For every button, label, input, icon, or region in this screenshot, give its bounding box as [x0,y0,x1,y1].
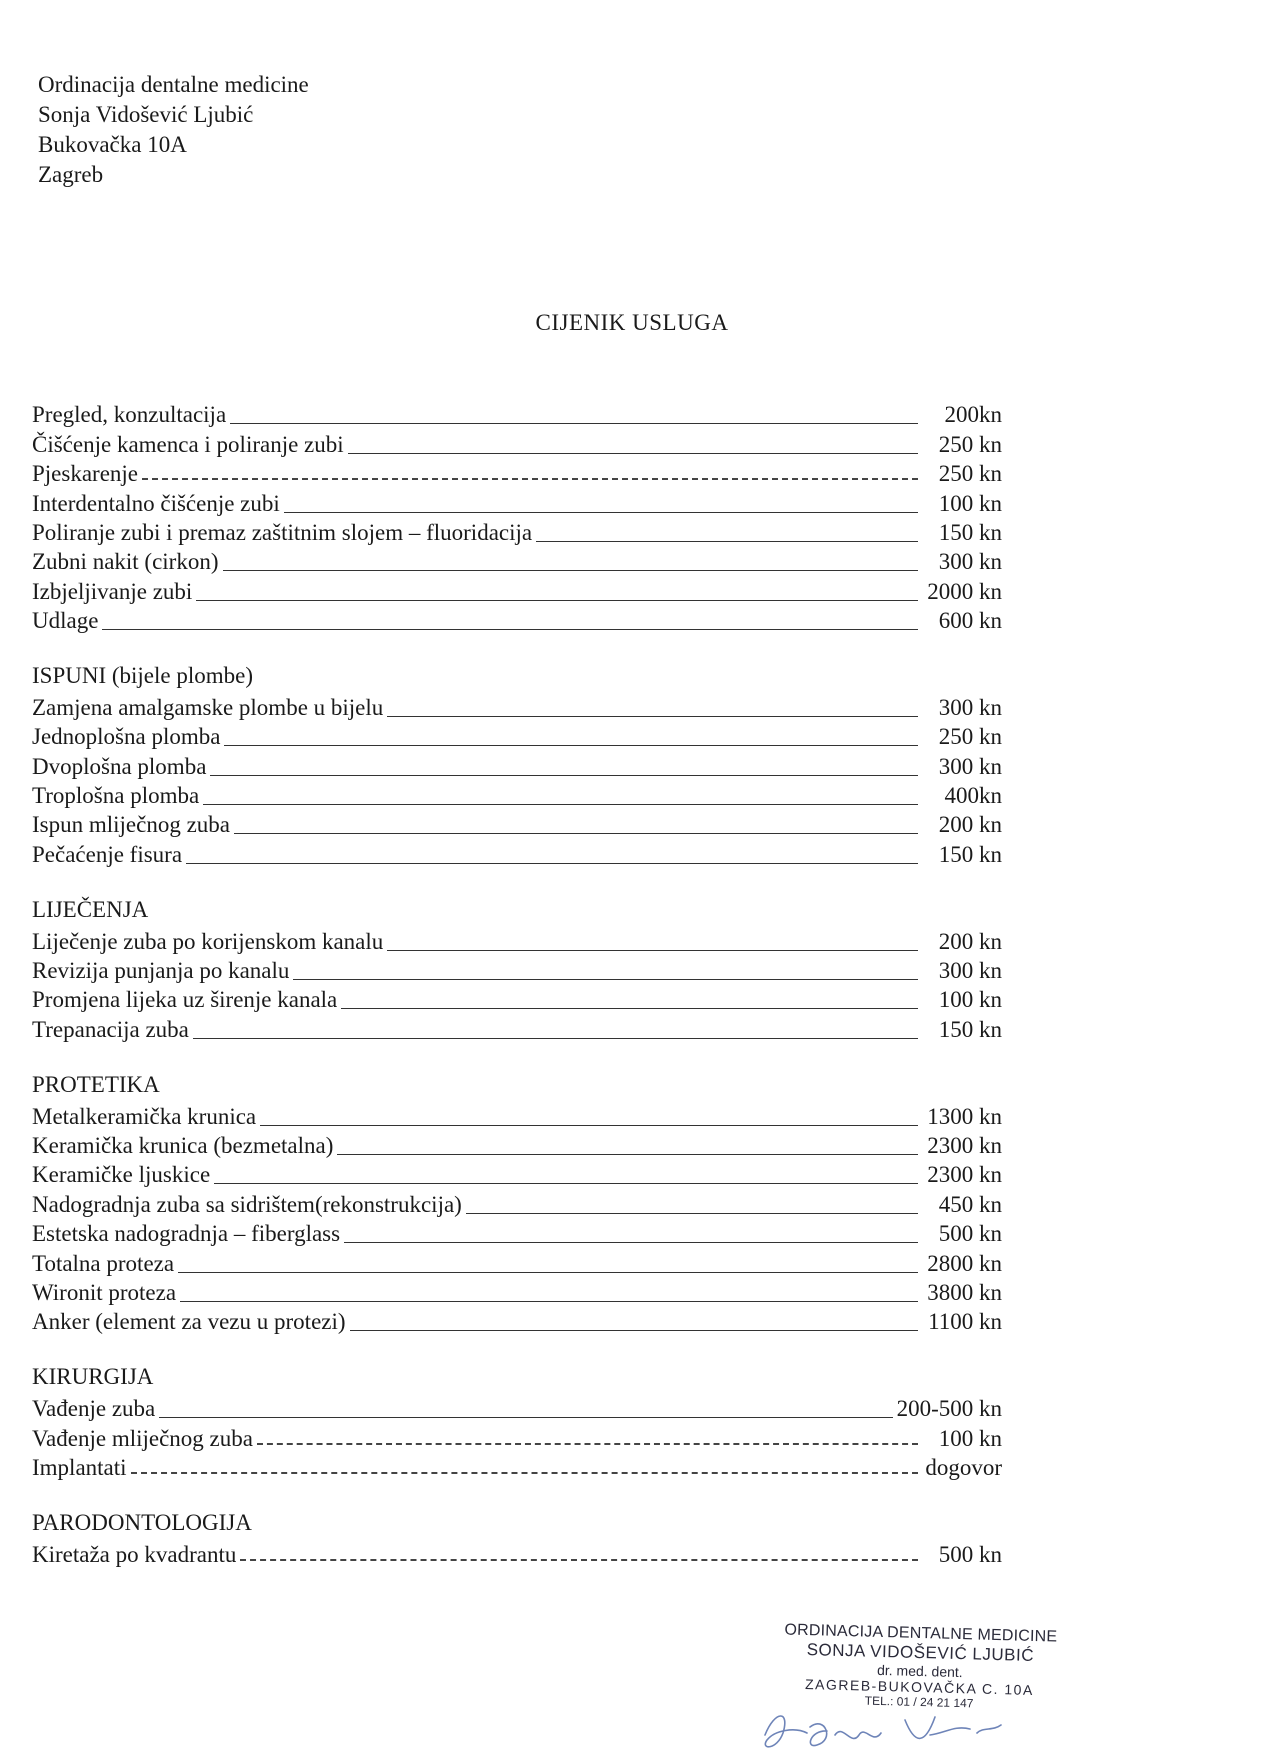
price-list [32,398,1002,1595]
price-row [32,427,1002,456]
service-price: 100 kn [938,1425,1002,1451]
service-name: Wironit proteza [32,1279,177,1305]
price-row [32,545,1002,574]
service-name: Keramička krunica (bezmetalna) [32,1132,334,1158]
leader-line [142,478,918,480]
leader-line [387,950,918,951]
section-heading: KIRURGIJA [32,1364,154,1390]
handwritten-signature [755,1705,1015,1755]
service-name: Trepanacija zuba [32,1016,189,1042]
street-address: Bukovačka 10A [38,132,187,157]
leader-line [203,804,918,805]
leader-line [337,1154,918,1155]
price-row [32,924,1002,953]
leader-line [180,1301,918,1302]
leader-line [348,453,918,454]
service-price: 500 kn [938,1541,1002,1567]
section-heading: ISPUNI (bijele plombe) [32,663,254,689]
price-row [32,749,1002,778]
service-price: 250 kn [938,431,1002,457]
city: Zagreb [38,162,104,187]
stamp-address: ZAGREB-BUKOVAČKA C. 10A [804,1676,1035,1698]
service-price: 300 kn [938,753,1002,779]
price-row [32,1012,1002,1041]
leader-line [131,1472,918,1474]
price-row [32,1099,1002,1128]
service-price: 3800 kn [927,1279,1002,1305]
leader-line [350,1330,918,1331]
leader-line [536,541,918,542]
price-row [32,1187,1002,1216]
price-row [32,1246,1002,1275]
price-row [32,398,1002,427]
stamp-phone: TEL.: 01 / 24 21 147 [864,1693,974,1711]
price-row [32,1451,1002,1480]
price-row [32,1392,1002,1421]
price-section [32,1070,1002,1335]
clinic-address-block [38,70,309,190]
price-row [32,720,1002,749]
price-section [32,661,1002,867]
service-price: 250 kn [938,724,1002,750]
service-name: Interdentalno čišćenje zubi [32,490,280,516]
leader-line [210,775,918,776]
service-name: Estetska nadogradnja – fiberglass [32,1221,341,1247]
service-name: Totalna proteza [32,1250,175,1276]
leader-line [223,570,918,571]
service-name: Čišćenje kamenca i poliranje zubi [32,431,344,457]
section-heading: PROTETIKA [32,1071,160,1097]
leader-line [466,1213,918,1214]
service-name: Troplošna plomba [32,783,200,809]
service-name: Zamjena amalgamske plombe u bijelu [32,694,384,720]
leader-line [196,600,918,601]
leader-line [240,1559,918,1561]
stamp-doctor-name: SONJA VIDOŠEVIĆ LJUBIĆ [806,1640,1035,1665]
service-name: Jednoplošna plomba [32,724,221,750]
service-price: 300 kn [938,694,1002,720]
service-price: 450 kn [938,1191,1002,1217]
service-name: Revizija punjanja po kanalu [32,958,290,984]
service-price: 300 kn [938,549,1002,575]
service-price: 300 kn [938,958,1002,984]
service-price: 600 kn [938,608,1002,634]
service-name: Promjena lijeka uz širenje kanala [32,987,338,1013]
price-row [32,604,1002,633]
service-name: Izbjeljivanje zubi [32,578,193,604]
service-name: Anker (element za vezu u protezi) [32,1309,346,1335]
leader-line [293,979,918,980]
service-name: Nadogradnja zuba sa sidrištem(rekonstrukcija) [32,1191,462,1217]
leader-line [284,512,918,513]
service-price: 2000 kn [927,578,1002,604]
service-price: 150 kn [938,1016,1002,1042]
service-price: 500 kn [938,1221,1002,1247]
service-name: Liječenje zuba po korijenskom kanalu [32,928,384,954]
stamp-title: dr. med. dent. [876,1661,963,1681]
price-row [32,457,1002,486]
service-price: 200 kn [938,928,1002,954]
price-row [32,1305,1002,1334]
price-row [32,779,1002,808]
leader-line [102,629,918,630]
service-price: 1300 kn [927,1103,1002,1129]
price-row [32,1537,1002,1566]
service-name: Vađenje mliječnog zuba [32,1425,253,1451]
document-title: CIJENIK USLUGA [535,310,729,335]
price-row [32,1276,1002,1305]
service-price: 200-500 kn [896,1396,1002,1422]
price-row [32,954,1002,983]
price-row [32,1158,1002,1187]
service-name: Ispun mliječnog zuba [32,812,231,838]
leader-line [344,1242,918,1243]
service-name: Vađenje zuba [32,1396,156,1422]
price-row [32,516,1002,545]
price-section [32,895,1002,1042]
service-price: 2300 kn [927,1162,1002,1188]
service-name: Pjeskarenje [32,461,139,487]
service-name: Pregled, konzultacija [32,402,227,428]
leader-line [186,863,918,864]
service-name: Poliranje zubi i premaz zaštitnim slojem – fluoridacija [32,519,533,545]
price-row [32,1217,1002,1246]
service-price: 200kn [944,402,1002,428]
price-row [32,574,1002,603]
service-name: Dvoplošna plomba [32,753,207,779]
price-row [32,1129,1002,1158]
service-price: 100 kn [938,490,1002,516]
leader-line [341,1008,918,1009]
stamp-clinic-name: ORDINACIJA DENTALNE MEDICINE [784,1621,1058,1646]
price-section [32,1362,1002,1480]
price-row [32,837,1002,866]
leader-line [234,833,918,834]
price-row [32,1421,1002,1450]
price-row [32,486,1002,515]
service-price: 150 kn [938,841,1002,867]
leader-line [224,745,918,746]
service-name: Zubni nakit (cirkon) [32,549,219,575]
service-price: 1100 kn [928,1309,1002,1335]
leader-line [260,1125,918,1126]
service-name: Kiretaža po kvadrantu [32,1541,237,1567]
signature-stroke [765,1716,1001,1747]
price-row [32,691,1002,720]
leader-line [257,1443,918,1445]
service-name: Implantati [32,1454,127,1480]
leader-line [193,1038,918,1039]
service-name: Metalkeramička krunica [32,1103,257,1129]
section-heading: LIJEČENJA [32,896,149,922]
leader-line [214,1183,918,1184]
clinic-stamp [769,1621,1071,1713]
leader-line [387,716,918,717]
service-price: 150 kn [938,519,1002,545]
service-price: 400kn [944,783,1002,809]
service-name: Pečaćenje fisura [32,841,183,867]
doctor-name: Sonja Vidošević Ljubić [38,102,254,127]
leader-line [230,423,918,424]
service-price: dogovor [925,1454,1002,1480]
service-price: 200 kn [938,812,1002,838]
price-section [32,1508,1002,1567]
leader-line [159,1417,892,1418]
service-price: 100 kn [938,987,1002,1013]
service-name: Udlage [32,608,99,634]
price-section [32,398,1002,633]
clinic-name: Ordinacija dentalne medicine [38,72,309,97]
price-row [32,983,1002,1012]
service-name: Keramičke ljuskice [32,1162,211,1188]
leader-line [178,1272,918,1273]
service-price: 2300 kn [927,1132,1002,1158]
section-heading: PARODONTOLOGIJA [32,1509,252,1535]
service-price: 2800 kn [927,1250,1002,1276]
price-row [32,808,1002,837]
service-price: 250 kn [938,461,1002,487]
